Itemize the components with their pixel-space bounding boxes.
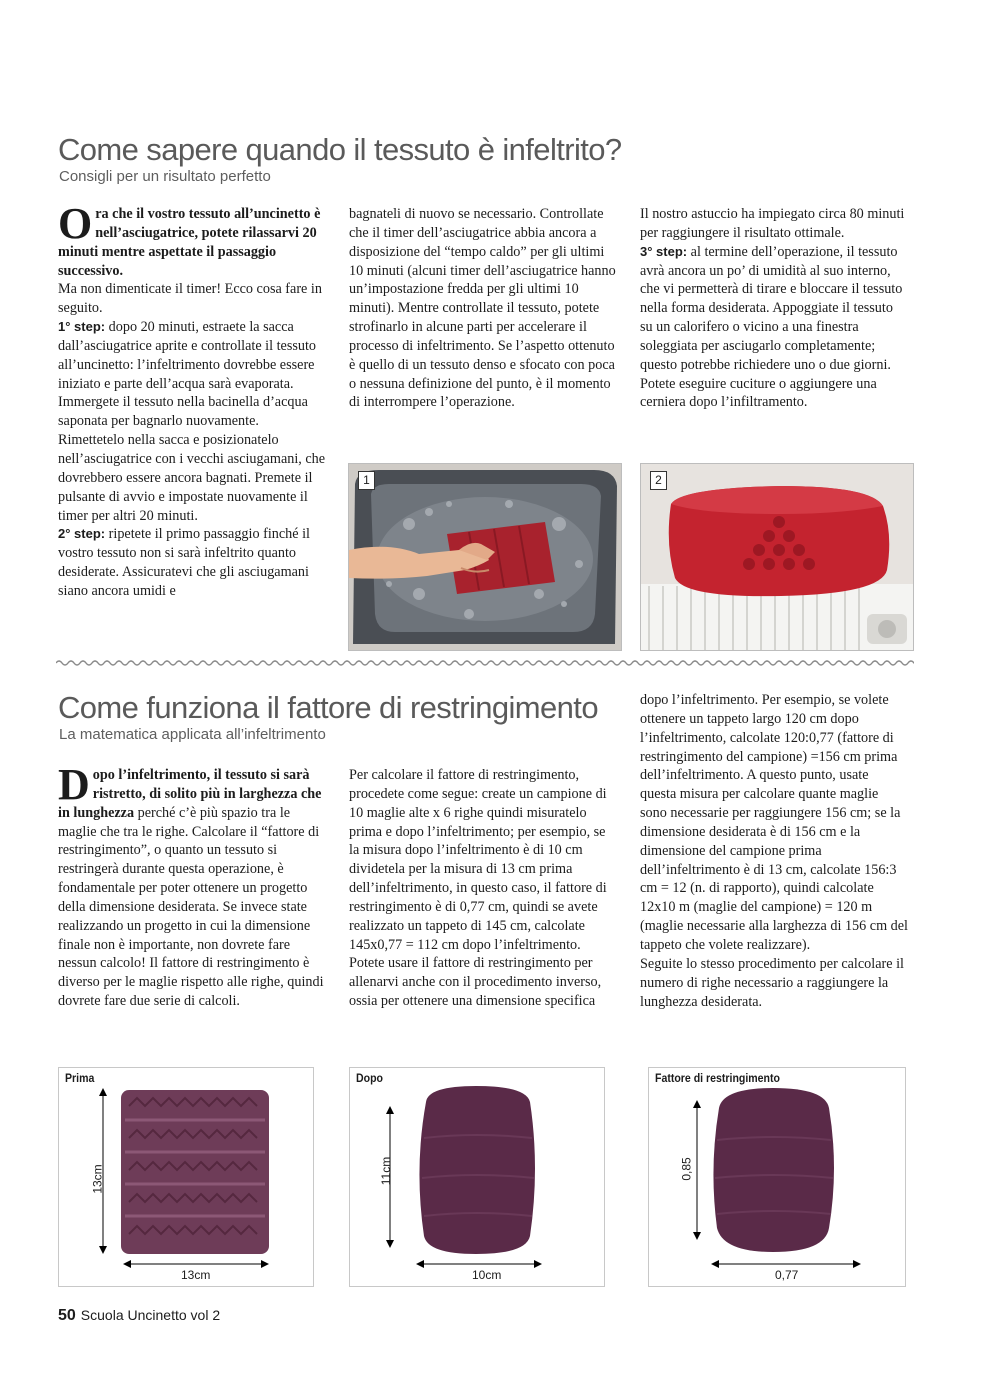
paragraph: Ma non dimenticate il timer! Ecco cosa fare in seguito. — [58, 281, 322, 317]
step-text: ripetete il primo passaggio finché il vostro tessuto non si sarà infeltrito quanto desiderate. Assicuratevi che gli asciugamani siano ancora umidi e — [58, 526, 310, 599]
photo-number-2: 2 — [650, 471, 667, 490]
width-label: 10cm — [472, 1268, 502, 1282]
step-text: al termine dell’operazione, il tessuto avrà ancora un po’ di umidità al suo interno, che vi permetterà di tirare e bloccare il tessuto nella forma desiderata. Appoggiate il tessuto su un calorifero o vicino a una finestra soleggiata per asciugarlo completamente; questo potrebbe richiedere uno o due giorni. Potete eseguire cuciture o aggiungere una cerniera dopo l’infiltramento. — [640, 243, 903, 411]
section1-column-2 — [349, 205, 617, 412]
photo-felting-basin — [348, 463, 622, 651]
wavy-divider — [56, 658, 914, 668]
dropcap: D — [58, 760, 90, 809]
section1-subtitle: Consigli per un risultato perfetto — [59, 168, 271, 185]
paragraph: dopo l’infeltrimento. Per esempio, se volete ottenere un tappeto largo 120 cm dopo l’infeltrimento, calcolate 120:0,77 (fattore di restringimento del campione) =156 cm prima dell’infeltrimento. A questo punto, usate questa misura per calcolare quante maglie sono necessarie per raggiungere 156 cm; se la dimensione desiderata è di 156 cm e la dimensione del campione prima dell’infeltrimento è di 13 cm, calcolate 156:3 cm = 12 (n. di rapporto), quindi calcolate 12x10 m (maglie del campione) = 120 m (maglie necessarie alla larghezza di 156 cm del tappeto che volete realizzare). — [640, 692, 908, 953]
paragraph: bagnateli di nuovo se necessario. Controllate che il timer dell’asciugatrice abbia ancora a disposizione del “tempo caldo” per gli ultimi 10 minuti (alcuni timer dell’asciugatrice hanno un’impostazione fredda per gli ultimi 10 minuti). Mentre controllate il tessuto, potete strofinarlo in alcune parti per accelerare il processo di infeltrimento. Se l’aspetto ottenuto è quello di un tessuto denso e sfocato con poca o nessuna definizione del punto, è il momento di interrompere l’operazione. — [349, 206, 616, 411]
photo-number-1: 1 — [358, 471, 375, 490]
photo-felted-pouch — [640, 463, 914, 651]
step-label: 3° step: — [640, 243, 688, 259]
paragraph: Seguite lo stesso procedimento per calcolare il numero di righe necessario a raggiungere la lunghezza desiderata. — [640, 955, 904, 1010]
section1-column-3 — [640, 205, 908, 412]
width-label: 13cm — [181, 1268, 211, 1282]
height-label: 11cm — [379, 1156, 394, 1186]
section1-column-1 — [58, 199, 326, 601]
section1-title: Come sapere quando il tessuto è infeltrito? — [58, 132, 622, 167]
swatch-title: Dopo — [356, 1071, 383, 1085]
lead-paragraph: ra che il vostro tessuto all’uncinetto è nell’asciugatrice, potete rilassarvi 20 minuti mentre aspettate il passaggio successivo. — [58, 206, 321, 279]
swatch-title: Prima — [65, 1071, 95, 1085]
height-label: 13cm — [90, 1164, 105, 1194]
step-label: 2° step: — [58, 526, 106, 542]
magazine-name: Scuola Uncinetto vol 2 — [80, 1307, 221, 1323]
paragraph: Il nostro astuccio ha impiegato circa 80 minuti per raggiungere il risultato ottimale. — [640, 206, 905, 241]
swatch-after — [349, 1067, 605, 1287]
page-footer — [58, 1307, 220, 1325]
paragraph: perché c’è più spazio tra le maglie che tra le righe. Calcolare il “fattore di restringimento”, o quanto un tessuto si restringerà durante questa operazione, è fondamentale per poter ottenere un progetto della dimensione desiderata. Se invece state realizzando un progetto in cui la dimensione finale non è importante, non dovrete fare nessun calcolo! Il fattore di restringimento è diverso per le maglie rispetto alle righe, quindi dovrete fare due serie di calcoli. — [58, 804, 324, 1010]
paragraph: Per calcolare il fattore di restringimento, procedete come segue: create un campione di 10 maglie alte x 6 righe quindi misuratelo prima e dopo l’infeltrimento; per esempio, se la misura dopo l’infeltrimento è di 10 cm dividetela per la misura di 13 cm prima dell’infeltrimento, in questo caso, il fattore di restringimento è di 0,77 cm, quindi se avete realizzato un tappeto di 145 cm, calcolate 145x0,77 = 112 cm dopo l’infeltrimento. Potete usare il fattore di restringimento per allenarvi anche con il procedimento inverso, ossia per ottenere una dimensione specifica — [349, 767, 607, 1010]
swatch-shrink-factor — [648, 1067, 906, 1287]
section2-column-3 — [640, 691, 908, 1011]
lead-paragraph: opo l’infeltrimento, il tessuto si sarà ristretto, di solito più in larghezza che in lunghezza — [58, 767, 322, 821]
page-number: 50 — [58, 1307, 76, 1324]
step-text: dopo 20 minuti, estraete la sacca dall’asciugatrice aprite e controllate il tessuto all’uncinetto: l’infeltrimento dovrebbe essere iniziato e parte dell’acqua sarà evaporata. Immergete il tessuto nella bacinella d’acqua saponata per bagnarlo nuovamente. Rimettetelo nella sacca e posizionatelo nell’asciugatrice con i vecchi asciugamani, che dovrebbero essere ancora bagnati. Premete il pulsante di avvio e impostate nuovamente il timer per altri 20 minuti. — [58, 319, 326, 524]
section2-title: Come funziona il fattore di restringimento — [58, 690, 598, 725]
section2-column-2 — [349, 766, 617, 1011]
swatch-before — [58, 1067, 314, 1287]
width-label: 0,77 — [775, 1268, 799, 1282]
swatch-title: Fattore di restringimento — [655, 1071, 780, 1085]
step-label: 1° step: — [58, 319, 106, 335]
height-label: 0,85 — [679, 1157, 694, 1181]
dropcap: O — [58, 199, 93, 248]
section2-column-1 — [58, 760, 326, 1011]
section2-subtitle: La matematica applicata all’infeltrimento — [59, 726, 326, 743]
